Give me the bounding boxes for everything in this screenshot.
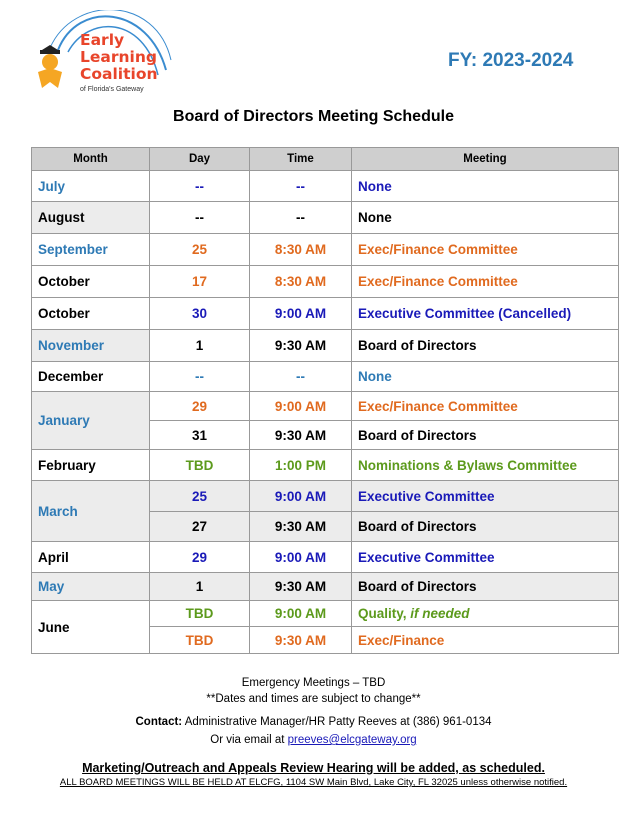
- table-header-row: [32, 148, 619, 171]
- month-cell: August: [32, 202, 150, 234]
- meeting-cell: Board of Directors: [352, 573, 619, 601]
- table-row: [32, 573, 619, 601]
- time-cell: 9:30 AM: [250, 627, 352, 654]
- day-cell: 1: [150, 573, 250, 601]
- day-cell: --: [150, 171, 250, 202]
- time-cell: 9:00 AM: [250, 601, 352, 627]
- meeting-cell: None: [352, 171, 619, 202]
- table-row: [32, 298, 619, 330]
- month-cell: April: [32, 542, 150, 573]
- day-cell: --: [150, 202, 250, 234]
- time-cell: 9:00 AM: [250, 392, 352, 421]
- day-cell: 30: [150, 298, 250, 330]
- day-cell: 25: [150, 481, 250, 512]
- table-row: [32, 266, 619, 298]
- meeting-cell: Board of Directors: [352, 512, 619, 542]
- month-cell: February: [32, 450, 150, 481]
- email-line: [0, 734, 627, 746]
- meeting-cell: Executive Committee: [352, 481, 619, 512]
- day-cell: 1: [150, 330, 250, 362]
- meeting-cell: Nominations & Bylaws Committee: [352, 450, 619, 481]
- logo-subtitle: of Florida's Gateway: [80, 86, 144, 93]
- day-cell: 27: [150, 512, 250, 542]
- emergency-note: Emergency Meetings – TBD: [241, 677, 386, 689]
- meeting-note: if needed: [410, 606, 470, 621]
- meeting-cell: Exec/Finance Committee: [352, 234, 619, 266]
- month-cell: November: [32, 330, 150, 362]
- contact-line: [0, 716, 627, 728]
- month-cell: January: [32, 392, 150, 450]
- time-cell: 8:30 AM: [250, 234, 352, 266]
- table-row: [32, 392, 619, 421]
- logo-wordmark: Early Learning Coalition: [80, 31, 158, 83]
- table-row: [32, 362, 619, 392]
- table-row: [32, 171, 619, 202]
- meeting-cell: Exec/Finance Committee: [352, 266, 619, 298]
- meeting-cell: Exec/Finance: [352, 627, 619, 654]
- page-title: Board of Directors Meeting Schedule: [173, 108, 454, 125]
- location-note: ALL BOARD MEETINGS WILL BE HELD AT ELCFG, 1104 SW Main Blvd, Lake City, FL 32025 unless otherwise notified.: [59, 777, 568, 788]
- marketing-note: Marketing/Outreach and Appeals Review Hearing will be added, as scheduled.: [82, 761, 545, 775]
- table-row: [32, 481, 619, 512]
- time-cell: 9:00 AM: [250, 542, 352, 573]
- time-cell: 9:00 AM: [250, 481, 352, 512]
- day-cell: TBD: [150, 450, 250, 481]
- time-cell: 9:30 AM: [250, 573, 352, 601]
- header-month: Month: [32, 148, 150, 171]
- month-cell: July: [32, 171, 150, 202]
- month-cell: October: [32, 266, 150, 298]
- month-cell: September: [32, 234, 150, 266]
- table-row: [32, 601, 619, 627]
- meeting-cell: Board of Directors: [352, 330, 619, 362]
- meeting-cell: [352, 601, 619, 627]
- month-cell: June: [32, 601, 150, 654]
- month-cell: October: [32, 298, 150, 330]
- month-cell: December: [32, 362, 150, 392]
- contact-label: Contact:: [135, 716, 183, 728]
- meeting-cell: None: [352, 362, 619, 392]
- time-cell: 9:30 AM: [250, 330, 352, 362]
- day-cell: 25: [150, 234, 250, 266]
- time-cell: 1:00 PM: [250, 450, 352, 481]
- table-row: [32, 234, 619, 266]
- day-cell: TBD: [150, 627, 250, 654]
- time-cell: 9:00 AM: [250, 298, 352, 330]
- email-prefix: Or via email at: [210, 734, 285, 746]
- meeting-cell: Executive Committee (Cancelled): [352, 298, 619, 330]
- header-meeting: Meeting: [352, 148, 619, 171]
- day-cell: 29: [150, 392, 250, 421]
- time-cell: 9:30 AM: [250, 512, 352, 542]
- time-cell: 8:30 AM: [250, 266, 352, 298]
- month-cell: May: [32, 573, 150, 601]
- meeting-cell: Exec/Finance Committee: [352, 392, 619, 421]
- day-cell: 31: [150, 421, 250, 450]
- table-row: [32, 542, 619, 573]
- month-cell: March: [32, 481, 150, 542]
- time-cell: --: [250, 171, 352, 202]
- header-time: Time: [250, 148, 352, 171]
- meeting-cell: None: [352, 202, 619, 234]
- table-row: [32, 450, 619, 481]
- meeting-cell: Executive Committee: [352, 542, 619, 573]
- time-cell: --: [250, 202, 352, 234]
- meeting-cell: Board of Directors: [352, 421, 619, 450]
- subject-note: **Dates and times are subject to change**: [206, 693, 421, 705]
- table-row: [32, 202, 619, 234]
- fiscal-year: FY: 2023-2024: [448, 50, 574, 71]
- day-cell: 29: [150, 542, 250, 573]
- meeting-schedule-table: [31, 147, 619, 654]
- email-link[interactable]: preeves@elcgateway.org: [287, 734, 417, 746]
- day-cell: TBD: [150, 601, 250, 627]
- time-cell: 9:30 AM: [250, 421, 352, 450]
- day-cell: 17: [150, 266, 250, 298]
- day-cell: --: [150, 362, 250, 392]
- meeting-text: Quality,: [358, 606, 407, 621]
- time-cell: --: [250, 362, 352, 392]
- header-day: Day: [150, 148, 250, 171]
- contact-text: Administrative Manager/HR Patty Reeves at (386) 961-0134: [184, 716, 492, 728]
- table-row: [32, 330, 619, 362]
